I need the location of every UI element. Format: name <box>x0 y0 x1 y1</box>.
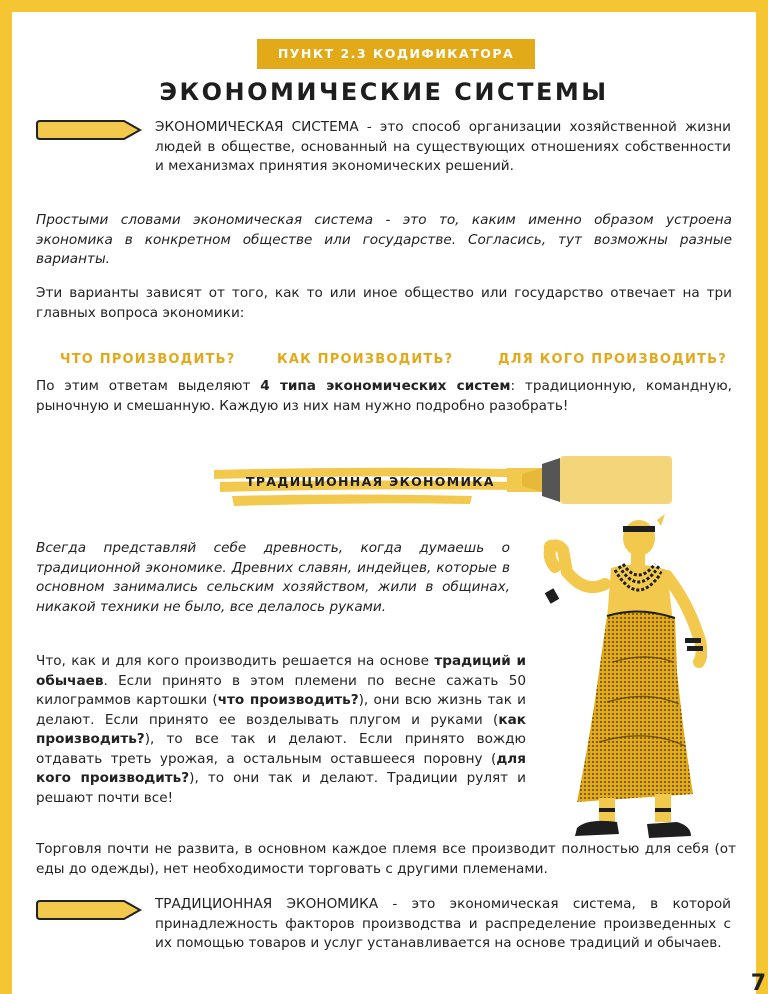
simple-words-text: Простыми словами экономическая система - это то, каким именно образом устроена экономика в конкретном обществе или государстве. Согласись, тут возможны разные варианты. <box>36 212 732 267</box>
question-how: КАК ПРОИЗВОДИТЬ? <box>277 352 454 367</box>
types-text-before: По этим ответам выделяют <box>36 378 261 394</box>
traditional-economy-definition: ТРАДИЦИОННАЯ ЭКОНОМИКА - это экономическая система, в которой принадлежность факторов производства и распределение произведенных с их помощью товаров и услуг устанавливается на основе традиций и обычаев. <box>155 896 731 951</box>
traditions-text <box>36 652 526 808</box>
types-text <box>36 377 732 416</box>
arrow-marker-icon-2 <box>36 898 144 922</box>
question-for-whom: ДЛЯ КОГО ПРОИЗВОДИТЬ? <box>498 352 727 367</box>
ancient-times-text: Всегда представляй себе древность, когда думаешь о традиционной экономике. Древних славян, индейцев, которые в основном занимались сельским хозяйством, жили в общинах, никакой техники не было, все делалось руками. <box>36 540 510 615</box>
section-heading: ТРАДИЦИОННАЯ ЭКОНОМИКА <box>246 474 495 489</box>
types-text-bold: 4 типа экономических систем <box>260 378 511 394</box>
traditions-bold-1: традиций и обычаев <box>36 653 527 689</box>
page <box>12 12 756 994</box>
page-title: ЭКОНОМИЧЕСКИЕ СИСТЕМЫ <box>159 78 609 106</box>
economic-system-definition: ЭКОНОМИЧЕСКАЯ СИСТЕМА - это способ организации хозяйственной жизни людей в обществе, основанный на существующих отношениях собственности и механизмах принятия экономических решений. <box>155 119 731 174</box>
arrow-marker-icon <box>36 118 144 142</box>
traditions-bold-3: как производить? <box>36 711 526 747</box>
traditions-part-1: Что, как и для кого производить решается на основе <box>36 653 435 669</box>
variants-text: Эти варианты зависят от того, как то или иное общество или государство отвечает на три главных вопроса экономики: <box>36 285 732 321</box>
traditions-part-4: ), то все так и делают. Если принято вождю отдавать треть урожая, а остальным оставшееся поровну ( <box>36 731 526 767</box>
traditions-part-3: ), они всю жизнь так и делают. Если принято ее возделывать плугом и руками ( <box>36 692 527 728</box>
traditions-part-2: . Если принято в этом племени по весне сажать 50 килограммов картошки ( <box>36 672 526 708</box>
page-number: 7 <box>750 971 766 994</box>
tribal-person-illustration <box>527 512 707 847</box>
trade-text: Торговля почти не развита, в основном каждое племя все производит полностью для себя (от еды до одежды), нет необходимости торговать с другими племенами. <box>36 841 736 877</box>
traditions-part-5: ), то они так и делают. Традиции рулят и решают почти все! <box>36 770 526 806</box>
questions-row <box>12 352 756 372</box>
codifier-badge: ПУНКТ 2.3 КОДИФИКАТОРА <box>257 39 535 69</box>
question-what: ЧТО ПРОИЗВОДИТЬ? <box>60 352 236 367</box>
traditions-bold-4: для кого производить? <box>36 750 526 786</box>
traditions-bold-2: что производить? <box>217 692 359 708</box>
types-text-after: : традиционную, командную, рыночную и смешанную. Каждую из них нам нужно подробно разобрать! <box>36 378 732 414</box>
